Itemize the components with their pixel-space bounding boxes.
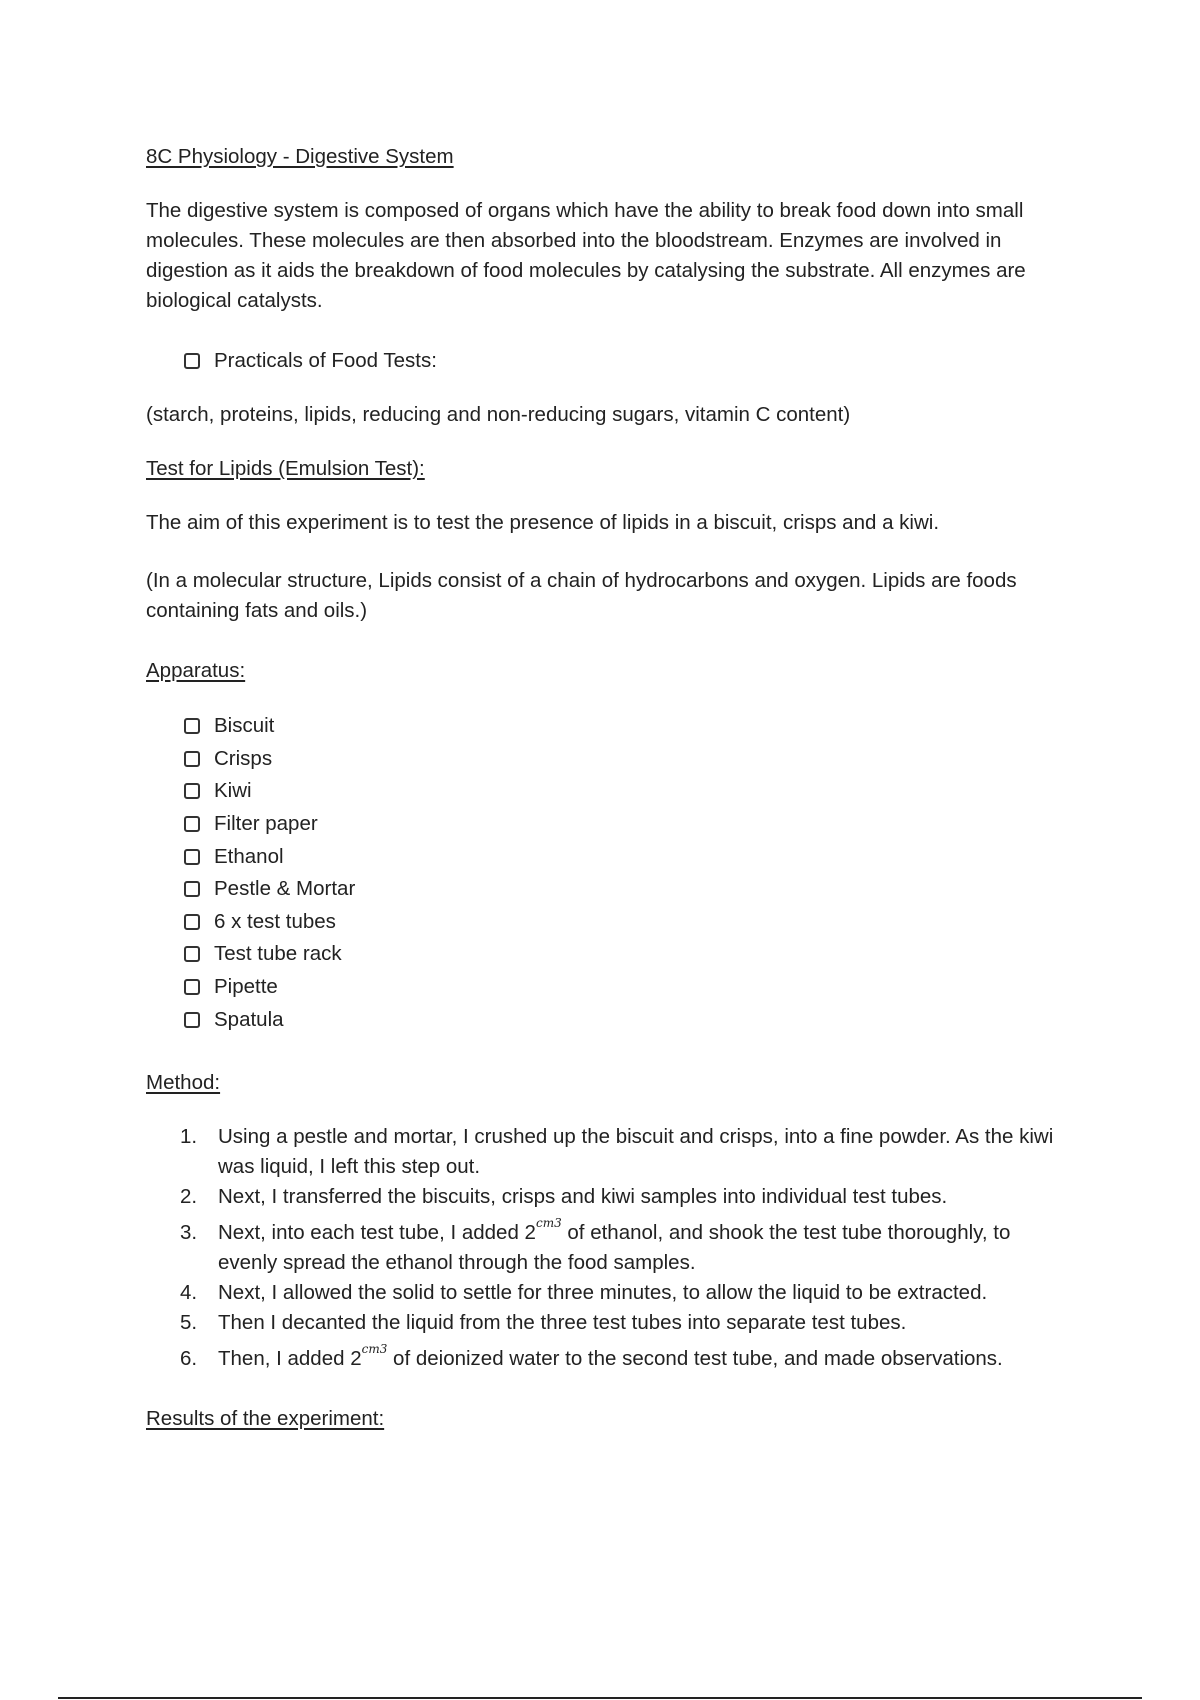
- apparatus-label: Crisps: [214, 746, 273, 770]
- method-step: [180, 1341, 1066, 1374]
- step-text: Then I decanted the liquid from the three test tubes into separate test tubes.: [218, 1310, 907, 1334]
- checkbox-icon[interactable]: [184, 979, 200, 995]
- apparatus-checklist: [146, 710, 1066, 1036]
- unit-superscript: cm3: [361, 1341, 388, 1356]
- method-list: [146, 1122, 1066, 1374]
- step-text: [218, 1215, 1066, 1278]
- checkbox-icon[interactable]: [184, 914, 200, 930]
- step-text-post: of ethanol, and shook the test tube thoroughly, to evenly spread the ethanol through the food samples.: [218, 1220, 1011, 1274]
- step-number: 3.: [180, 1220, 198, 1244]
- lipids-heading: Test for Lipids (Emulsion Test):: [146, 457, 425, 480]
- checkbox-icon[interactable]: [184, 783, 200, 799]
- method-step: [180, 1122, 1066, 1182]
- practicals-label: Practicals of Food Tests:: [214, 349, 437, 372]
- apparatus-label: 6 x test tubes: [214, 909, 336, 933]
- food-tests-list: (starch, proteins, lipids, reducing and non-reducing sugars, vitamin C content): [146, 403, 851, 426]
- checkbox-icon[interactable]: [184, 1012, 200, 1028]
- method-step: [180, 1182, 1066, 1212]
- apparatus-item[interactable]: [184, 840, 1066, 873]
- step-text: Using a pestle and mortar, I crushed up the biscuit and crisps, into a fine powder. As the kiwi was liquid, I left this step out.: [218, 1124, 1054, 1178]
- apparatus-label: Kiwi: [214, 779, 252, 803]
- method-step: [180, 1278, 1066, 1308]
- step-number: 1.: [180, 1124, 198, 1148]
- checkbox-icon[interactable]: [184, 849, 200, 865]
- step-text: Next, I transferred the biscuits, crisps and kiwi samples into individual test tubes.: [218, 1184, 948, 1208]
- checkbox-icon[interactable]: [184, 946, 200, 962]
- checkbox-icon[interactable]: [184, 751, 200, 767]
- document-page: [146, 142, 1066, 1458]
- apparatus-item[interactable]: [184, 743, 1066, 776]
- apparatus-label: Filter paper: [214, 812, 318, 836]
- step-number: 4.: [180, 1280, 198, 1304]
- apparatus-item[interactable]: [184, 710, 1066, 743]
- page-title: 8C Physiology - Digestive System: [146, 145, 454, 168]
- apparatus-label: Pipette: [214, 975, 278, 999]
- step-text: [218, 1341, 1066, 1374]
- apparatus-item[interactable]: [184, 873, 1066, 906]
- apparatus-item[interactable]: [184, 1003, 1066, 1036]
- step-number: 5.: [180, 1310, 198, 1334]
- apparatus-label: Pestle & Mortar: [214, 877, 356, 901]
- unit-superscript: cm3: [535, 1215, 562, 1230]
- method-step: [180, 1308, 1066, 1338]
- step-number: 2.: [180, 1184, 198, 1208]
- apparatus-item[interactable]: [184, 808, 1066, 841]
- apparatus-label: Ethanol: [214, 844, 284, 868]
- apparatus-item[interactable]: [184, 971, 1066, 1004]
- apparatus-item[interactable]: [184, 938, 1066, 971]
- apparatus-item[interactable]: [184, 906, 1066, 939]
- checkbox-icon[interactable]: [184, 718, 200, 734]
- method-step: [180, 1215, 1066, 1278]
- checkbox-icon[interactable]: [184, 881, 200, 897]
- step-number: 6.: [180, 1346, 198, 1370]
- checkbox-icon[interactable]: [184, 816, 200, 832]
- apparatus-label: Biscuit: [214, 714, 275, 738]
- aim-paragraph: The aim of this experiment is to test the presence of lipids in a biscuit, crisps and a kiwi.: [146, 511, 940, 534]
- step-text-post: of deionized water to the second test tube, and made observations.: [387, 1346, 1003, 1370]
- lipids-note: (In a molecular structure, Lipids consist of a chain of hydrocarbons and oxygen. Lipids are foods containing fats and oils.): [146, 569, 1017, 622]
- apparatus-item[interactable]: [184, 775, 1066, 808]
- page-bottom-rule: [58, 1697, 1142, 1699]
- step-text-pre: Next, into each test tube, I added 2: [218, 1220, 536, 1244]
- results-heading: Results of the experiment:: [146, 1406, 385, 1430]
- method-heading: Method:: [146, 1070, 221, 1094]
- practicals-checklist-item[interactable]: [146, 346, 1066, 376]
- step-text: Next, I allowed the solid to settle for three minutes, to allow the liquid to be extracted.: [218, 1280, 988, 1304]
- apparatus-label: Test tube rack: [214, 942, 342, 966]
- checkbox-icon[interactable]: [184, 353, 200, 369]
- apparatus-heading: Apparatus:: [146, 659, 246, 682]
- intro-paragraph: The digestive system is composed of organs which have the ability to break food down into small molecules. These molecules are then absorbed into the bloodstream. Enzymes are involved in digestion as it aids the breakdown of food molecules by catalysing the substrate. All enzymes are biological catalysts.: [146, 199, 1026, 312]
- step-text-pre: Then, I added 2: [218, 1346, 362, 1370]
- apparatus-label: Spatula: [214, 1007, 284, 1031]
